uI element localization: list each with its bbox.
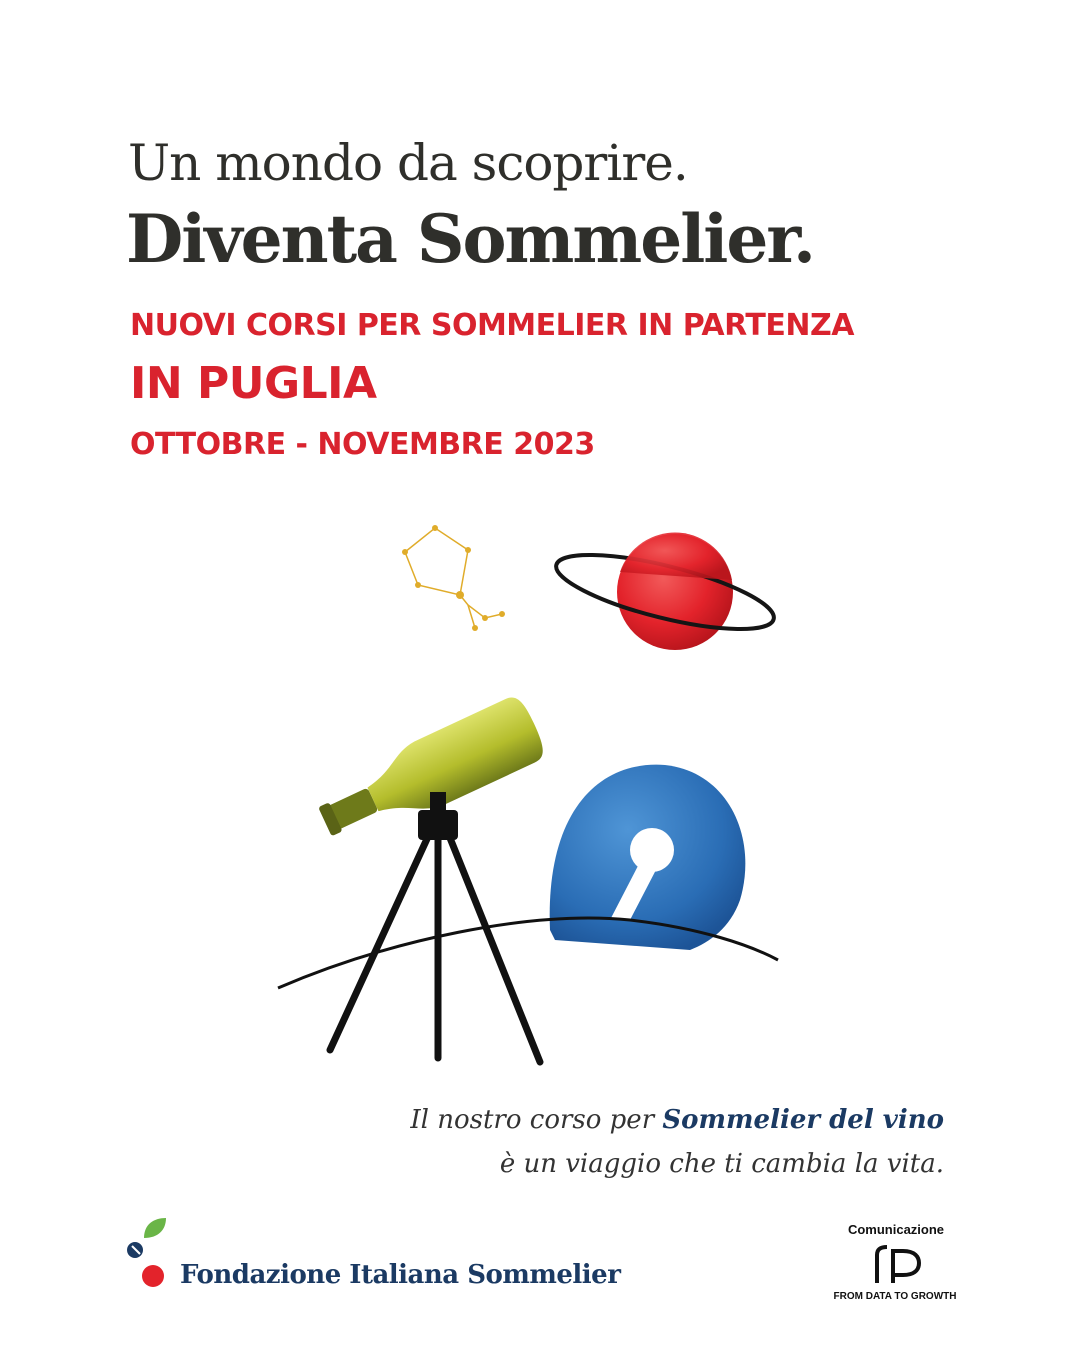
fondazione-logo[interactable]: [122, 1216, 682, 1296]
rp-logo-icon: [865, 1243, 925, 1285]
ringed-planet-icon: [550, 533, 780, 650]
tagline-highlight: Sommelier del vino: [662, 1105, 944, 1135]
announcement-dates: OTTOBRE - NOVEMBRE 2023: [130, 427, 595, 462]
partner-credit: [820, 1222, 970, 1317]
tagline-line-1: [410, 1098, 944, 1142]
constellation-icon: [402, 525, 505, 631]
partner-tagline: FROM DATA TO GROWTH: [833, 1291, 957, 1302]
logo-mark-icon: [122, 1216, 172, 1296]
wine-bottle-telescope-icon: [310, 692, 549, 1062]
logo-name: Fondazione Italiana Sommelier: [180, 1260, 621, 1290]
illustration: [270, 510, 790, 1090]
partner-label: Comunicazione: [847, 1222, 945, 1237]
tagline-prefix: Il nostro corso per: [410, 1105, 663, 1135]
tagline: [410, 1098, 944, 1186]
announcement-line-1: NUOVI CORSI PER SOMMELIER IN PARTENZA: [130, 308, 854, 343]
tagline-line-2: è un viaggio che ti cambia la vita.: [499, 1149, 944, 1179]
headline-line-1: Un mondo da scoprire.: [128, 134, 688, 192]
announcement-region: IN PUGLIA: [130, 358, 377, 409]
headline-line-2: Diventa Sommelier.: [126, 200, 815, 278]
